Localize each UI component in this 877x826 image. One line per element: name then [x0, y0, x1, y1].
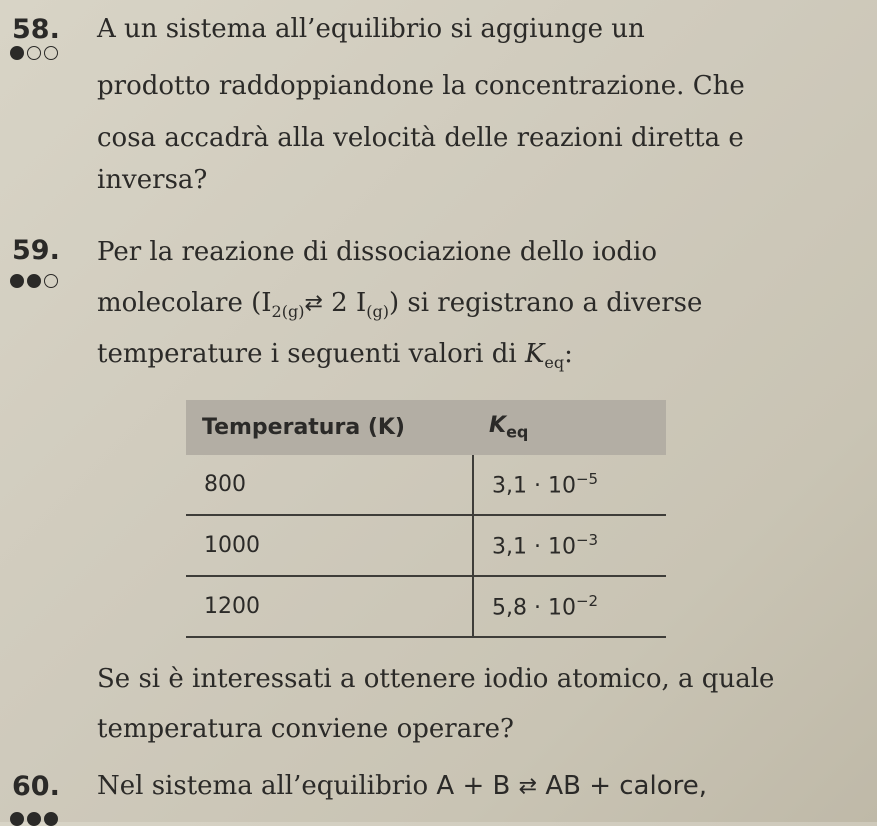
equilibrium-arrow-icon: ⇄ [518, 774, 538, 799]
difficulty-dot-filled [10, 812, 24, 826]
difficulty-indicator [10, 46, 58, 60]
question-text-line: temperature i seguenti valori di $K_{eq}$: [97, 339, 573, 373]
cell-keq: $3,1 \cdot 10^{-5}$ [473, 455, 666, 515]
table-row [186, 576, 666, 637]
header-keq: $K_{eq}$ [473, 400, 666, 455]
cell-keq: $3,1 \cdot 10^{-3}$ [473, 515, 666, 576]
question-text-line: cosa accadrà alla velocità delle reazioni diretta e [97, 123, 744, 153]
difficulty-indicator [10, 274, 58, 288]
question-text-line: inversa? [97, 165, 208, 195]
difficulty-dot-empty [44, 274, 58, 288]
table-row [186, 515, 666, 576]
cell-temperature: 800 [186, 455, 473, 515]
question-text-line: A un sistema all’equilibrio si aggiunge un [97, 14, 645, 44]
question-number: 59. [12, 235, 60, 266]
question-text-line: Nel sistema all’equilibrio A + B ⇄ AB + calore, [97, 771, 707, 801]
question-text-line: Se si è interessati a ottenere iodio atomico, a quale [97, 664, 775, 694]
difficulty-dot-filled [10, 274, 24, 288]
question-text-line: molecolare ($I_{2(g)}⇄$ 2 $I_{(g)}$) si registrano a diverse [97, 288, 703, 322]
difficulty-indicator [10, 812, 58, 826]
table-row [186, 455, 666, 515]
difficulty-dot-empty [44, 46, 58, 60]
equilibrium-arrow-icon: ⇄ [304, 291, 323, 316]
cell-temperature: 1000 [186, 515, 473, 576]
difficulty-dot-filled [27, 812, 41, 826]
difficulty-dot-filled [27, 274, 41, 288]
question-number: 58. [12, 14, 60, 45]
header-temperature: Temperatura (K) [186, 400, 473, 455]
table-header-row [186, 400, 666, 455]
question-text-line: Per la reazione di dissociazione dello iodio [97, 237, 657, 267]
difficulty-dot-filled [10, 46, 24, 60]
question-text-line: temperatura conviene operare? [97, 714, 514, 744]
question-text-line: prodotto raddoppiandone la concentrazione. Che [97, 71, 745, 101]
difficulty-dot-empty [27, 46, 41, 60]
keq-table [186, 400, 666, 638]
difficulty-dot-filled [44, 812, 58, 826]
question-number: 60. [12, 771, 60, 802]
cell-temperature: 1200 [186, 576, 473, 637]
cell-keq: $5,8 \cdot 10^{-2}$ [473, 576, 666, 637]
